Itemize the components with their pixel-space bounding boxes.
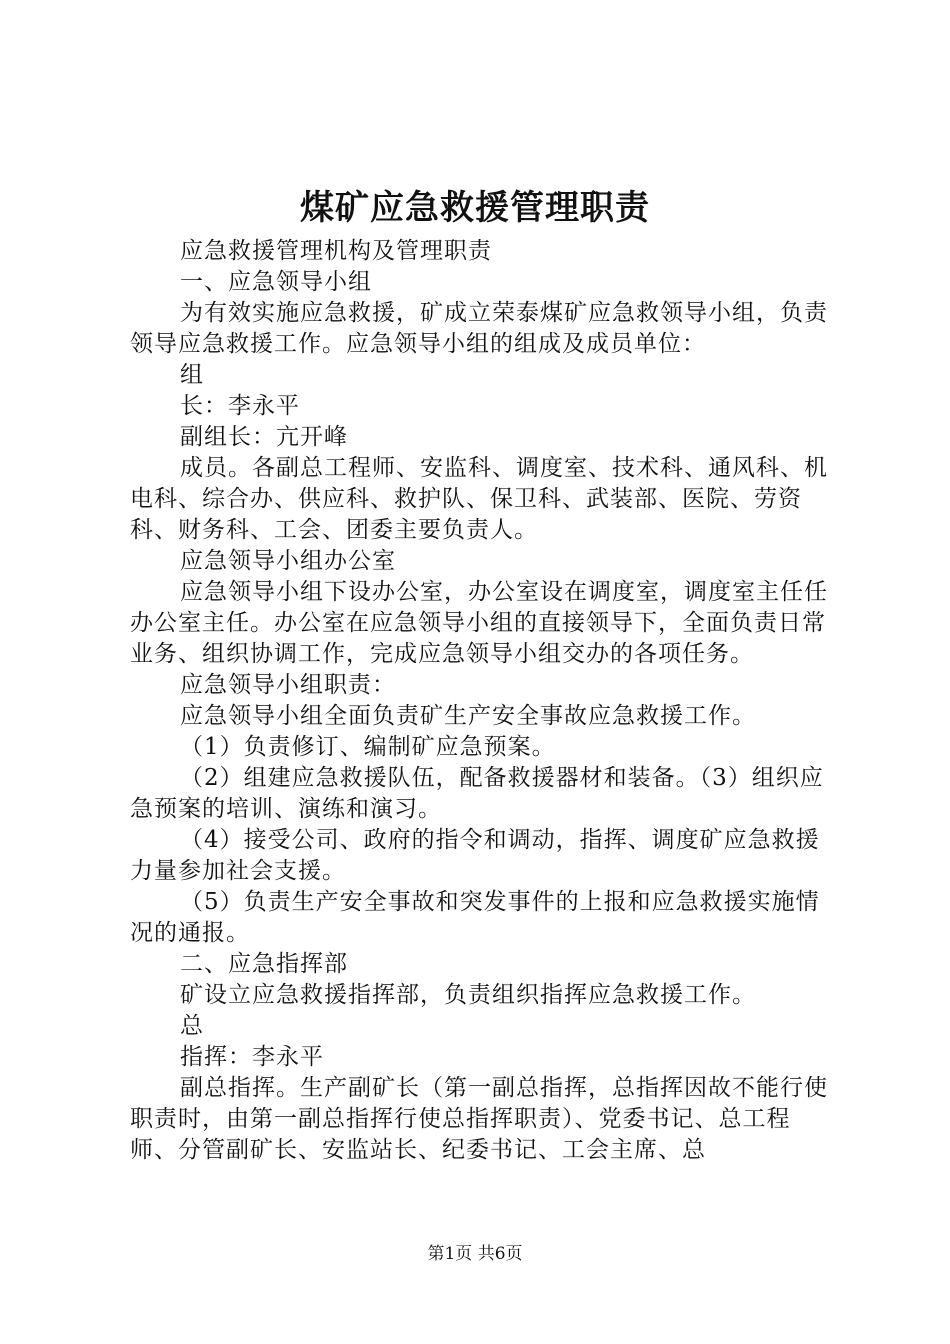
paragraph: 指挥：李永平 bbox=[180, 1044, 324, 1070]
paragraph: 二、应急指挥部 bbox=[180, 951, 348, 977]
paragraph: 应急领导小组下设办公室，办公室设在调度室，调度室主任任办公室主任。办公室在应急领导小组的直接领导下，全面负责日常业务、组织协调工作，完成应急领导小组交办的各项任务。 bbox=[130, 579, 828, 667]
paragraph: 总 bbox=[180, 1013, 204, 1039]
paragraph: 应急救援管理机构及管理职责 bbox=[180, 238, 492, 264]
paragraph: （5）负责生产安全事故和突发事件的上报和应急救援实施情况的通报。 bbox=[130, 889, 820, 946]
paragraph: 一、应急领导小组 bbox=[180, 269, 372, 295]
document-body bbox=[130, 236, 838, 1166]
paragraph: 副组长：亢开峰 bbox=[180, 424, 348, 450]
paragraph: 副总指挥。生产副矿长（第一副总指挥，总指挥因故不能行使职责时，由第一副总指挥行使总指挥职责）、党委书记、总工程师、分管副矿长、安监站长、纪委书记、工会主席、总 bbox=[130, 1075, 828, 1163]
paragraph: 为有效实施应急救援，矿成立荣泰煤矿应急救领导小组，负责领导应急救援工作。应急领导小组的组成及成员单位： bbox=[130, 300, 828, 357]
paragraph: （2）组建应急救援队伍，配备救援器材和装备。（3）组织应急预案的培训、演练和演习。 bbox=[130, 765, 824, 822]
paragraph: 成员。各副总工程师、安监科、调度室、技术科、通风科、机电科、综合办、供应科、救护队、保卫科、武装部、医院、劳资科、财务科、工会、团委主要负责人。 bbox=[130, 455, 828, 543]
document-title: 煤矿应急救援管理职责 bbox=[300, 188, 650, 228]
paragraph: （1）负责修订、编制矿应急预案。 bbox=[180, 734, 556, 760]
page-footer: 第1页 共6页 bbox=[427, 1244, 523, 1264]
paragraph: 矿设立应急救援指挥部，负责组织指挥应急救援工作。 bbox=[180, 982, 756, 1008]
paragraph: （4）接受公司、政府的指令和调动，指挥、调度矿应急救援力量参加社会支援。 bbox=[130, 827, 820, 884]
paragraph: 长：李永平 bbox=[180, 393, 300, 419]
paragraph: 组 bbox=[180, 362, 204, 388]
paragraph: 应急领导小组办公室 bbox=[180, 548, 396, 574]
paragraph: 应急领导小组职责： bbox=[180, 672, 396, 698]
paragraph: 应急领导小组全面负责矿生产安全事故应急救援工作。 bbox=[180, 703, 756, 729]
